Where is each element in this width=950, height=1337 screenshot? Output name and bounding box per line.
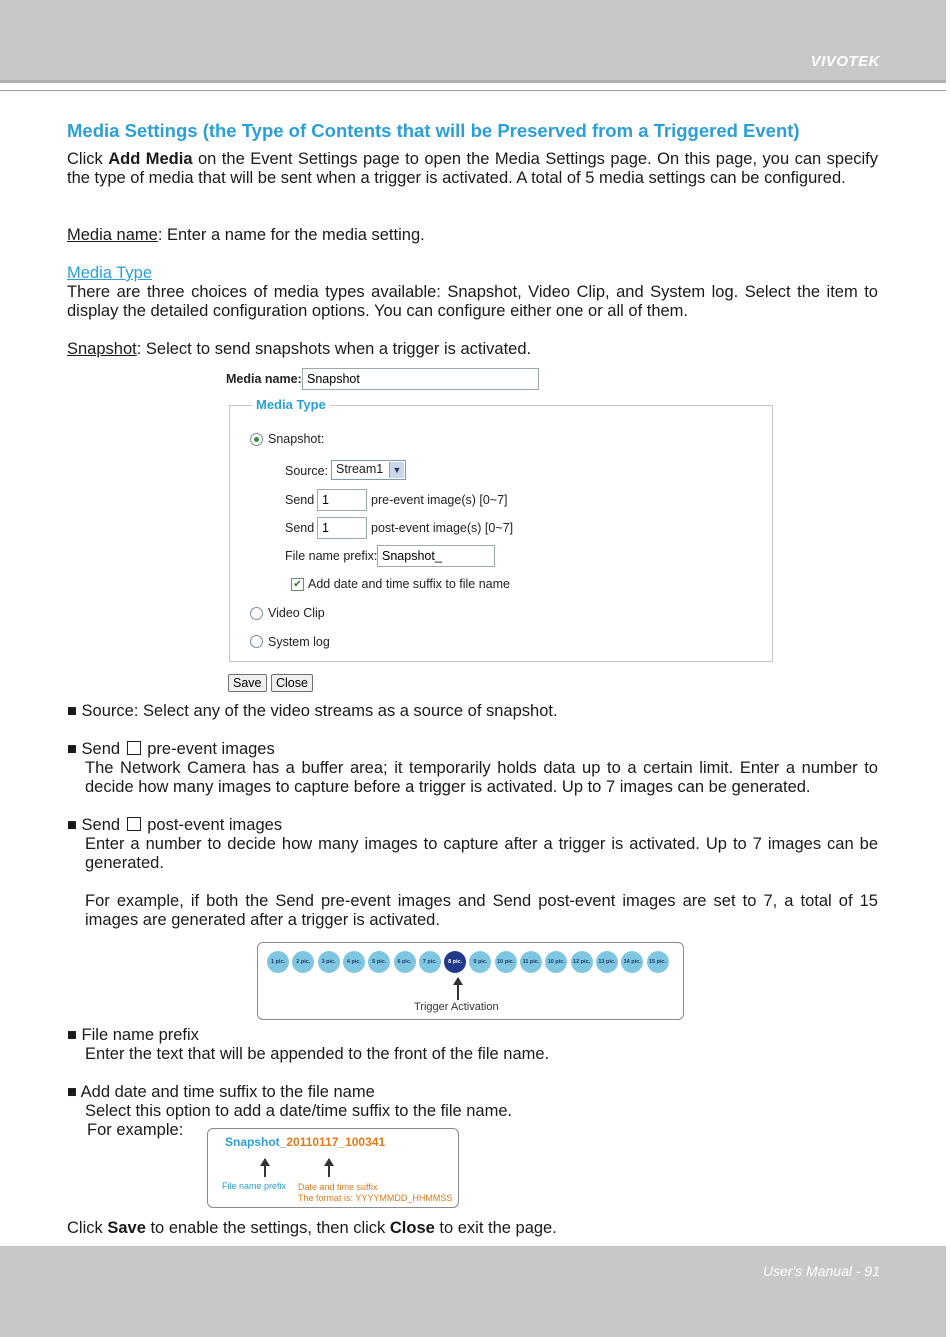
timeline-pic: 1 pic. (267, 951, 289, 973)
snapshot-label: Snapshot: (268, 432, 325, 446)
arrow-up-icon (264, 1159, 266, 1177)
bullet-pre-event-head: ■ Send pre-event images (67, 740, 275, 758)
post-event-text: post-event image(s) [0~7] (371, 521, 514, 535)
timeline-pic: 9 pic. (469, 951, 491, 973)
header-rule (0, 90, 946, 91)
source-select[interactable]: Stream1 ▼ (331, 460, 406, 480)
pre-event-text: pre-event image(s) [0~7] (371, 493, 508, 507)
media-type-legend: Media Type (252, 397, 330, 412)
page-number: User's Manual - 91 (762, 1263, 880, 1279)
brand-logo: VIVOTEK (810, 53, 880, 70)
system-log-radio[interactable] (250, 635, 263, 648)
bullet-source: ■ Source: Select any of the video streams as a source of snapshot. (67, 702, 558, 720)
timeline-pic: 7 pic. (419, 951, 441, 973)
bullet-prefix-body: Enter the text that will be appended to the front of the file name. (85, 1045, 550, 1063)
timeline-pic: 4 pic. (343, 951, 365, 973)
example-paragraph: For example, if both the Send pre-event images and Send post-event images are set to 7, a total of 15 images are generated after a trigger is activated. (85, 892, 878, 929)
section-title: Media Settings (the Type of Contents that will be Preserved from a Triggered Event) (67, 120, 800, 141)
media-name-label: Media name: (226, 372, 302, 386)
timeline-pic: 13 pic. (596, 951, 618, 973)
chevron-down-icon: ▼ (389, 462, 404, 478)
header-bar (0, 0, 946, 83)
bullet-suffix-body: Select this option to add a date/time suffix to the file name. (85, 1102, 513, 1120)
system-log-label: System log (268, 635, 330, 649)
video-clip-radio[interactable] (250, 607, 263, 620)
bullet-suffix-head: ■ Add date and time suffix to the file name (67, 1083, 375, 1101)
close-button[interactable]: Close (271, 674, 313, 692)
media-type-paragraph: There are three choices of media types available: Snapshot, Video Clip, and System log. Select the item to display the detailed configuration options. You can configure either one or all of them. (67, 283, 878, 320)
closing-paragraph: Click Save to enable the settings, then click Close to exit the page. (67, 1219, 557, 1237)
timeline-pic: 10 pic. (545, 951, 567, 973)
bullet-post-event-head: ■ Send post-event images (67, 816, 283, 834)
timeline-pic: 3 pic. (318, 951, 340, 973)
for-example-label: For example: (87, 1121, 184, 1139)
arrow-up-icon (328, 1159, 330, 1177)
footer-bar (0, 1246, 946, 1337)
prefix-input[interactable] (377, 545, 495, 567)
suffix-caption-1: Date and time suffix (298, 1182, 378, 1192)
timeline-pic: 11 pic. (520, 951, 542, 973)
save-button[interactable]: Save (228, 674, 267, 692)
send-pre-label: Send (285, 493, 315, 507)
media-settings-form (226, 365, 776, 695)
filename-example (207, 1128, 459, 1208)
timeline-pic: 8 pic. (444, 951, 466, 973)
media-name-paragraph: Media name: Enter a name for the media setting. (67, 226, 425, 244)
suffix-caption-2: The format is: YYYYMMDD_HHMMSS (298, 1193, 453, 1203)
timeline-pic: 5 pic. (368, 951, 390, 973)
prefix-caption: File name prefix (222, 1181, 287, 1191)
media-type-heading[interactable]: Media Type (67, 264, 152, 282)
source-label: Source: (285, 464, 329, 478)
timeline-pic: 12 pic. (571, 951, 593, 973)
pre-event-input[interactable] (317, 489, 367, 511)
trigger-label: Trigger Activation (414, 1001, 499, 1013)
send-post-label: Send (285, 521, 315, 535)
timeline-pic: 15 pic. (647, 951, 669, 973)
trigger-timeline (257, 942, 684, 1020)
post-event-input[interactable] (317, 517, 367, 539)
bullet-pre-event-body: The Network Camera has a buffer area; it temporarily holds data up to a certain limit. Enter a number to decide how many images to capture before a trigger is activated. Up to 7 images can be generated. (85, 759, 878, 796)
checkbox-icon (127, 741, 141, 755)
bullet-prefix-head: ■ File name prefix (67, 1026, 199, 1044)
suffix-checkbox[interactable]: ✔ (291, 578, 304, 591)
suffix-label: Add date and time suffix to file name (308, 577, 510, 591)
checkbox-icon (127, 817, 141, 831)
snapshot-radio[interactable] (250, 433, 263, 446)
timeline-pic: 10 pic. (495, 951, 517, 973)
timeline-pic: 6 pic. (394, 951, 416, 973)
timeline-pic: 14 pic. (621, 951, 643, 973)
media-type-fieldset (229, 397, 773, 662)
arrow-up-icon (457, 978, 459, 1000)
media-name-input[interactable] (302, 368, 539, 390)
video-clip-label: Video Clip (268, 606, 325, 620)
prefix-label: File name prefix: (285, 549, 378, 563)
bullet-post-event-body: Enter a number to decide how many images to capture after a trigger is activated. Up to 7 images can be generated. (85, 835, 878, 872)
filename-text: Snapshot_20110117_100341 (225, 1135, 386, 1149)
timeline-pic: 2 pic. (292, 951, 314, 973)
snapshot-paragraph: Snapshot: Select to send snapshots when a trigger is activated. (67, 340, 532, 358)
intro-paragraph: Click Add Media on the Event Settings page to open the Media Settings page. On this page, you can specify the type of media that will be sent when a trigger is activated. A total of 5 media settings can be configured. (67, 150, 879, 187)
